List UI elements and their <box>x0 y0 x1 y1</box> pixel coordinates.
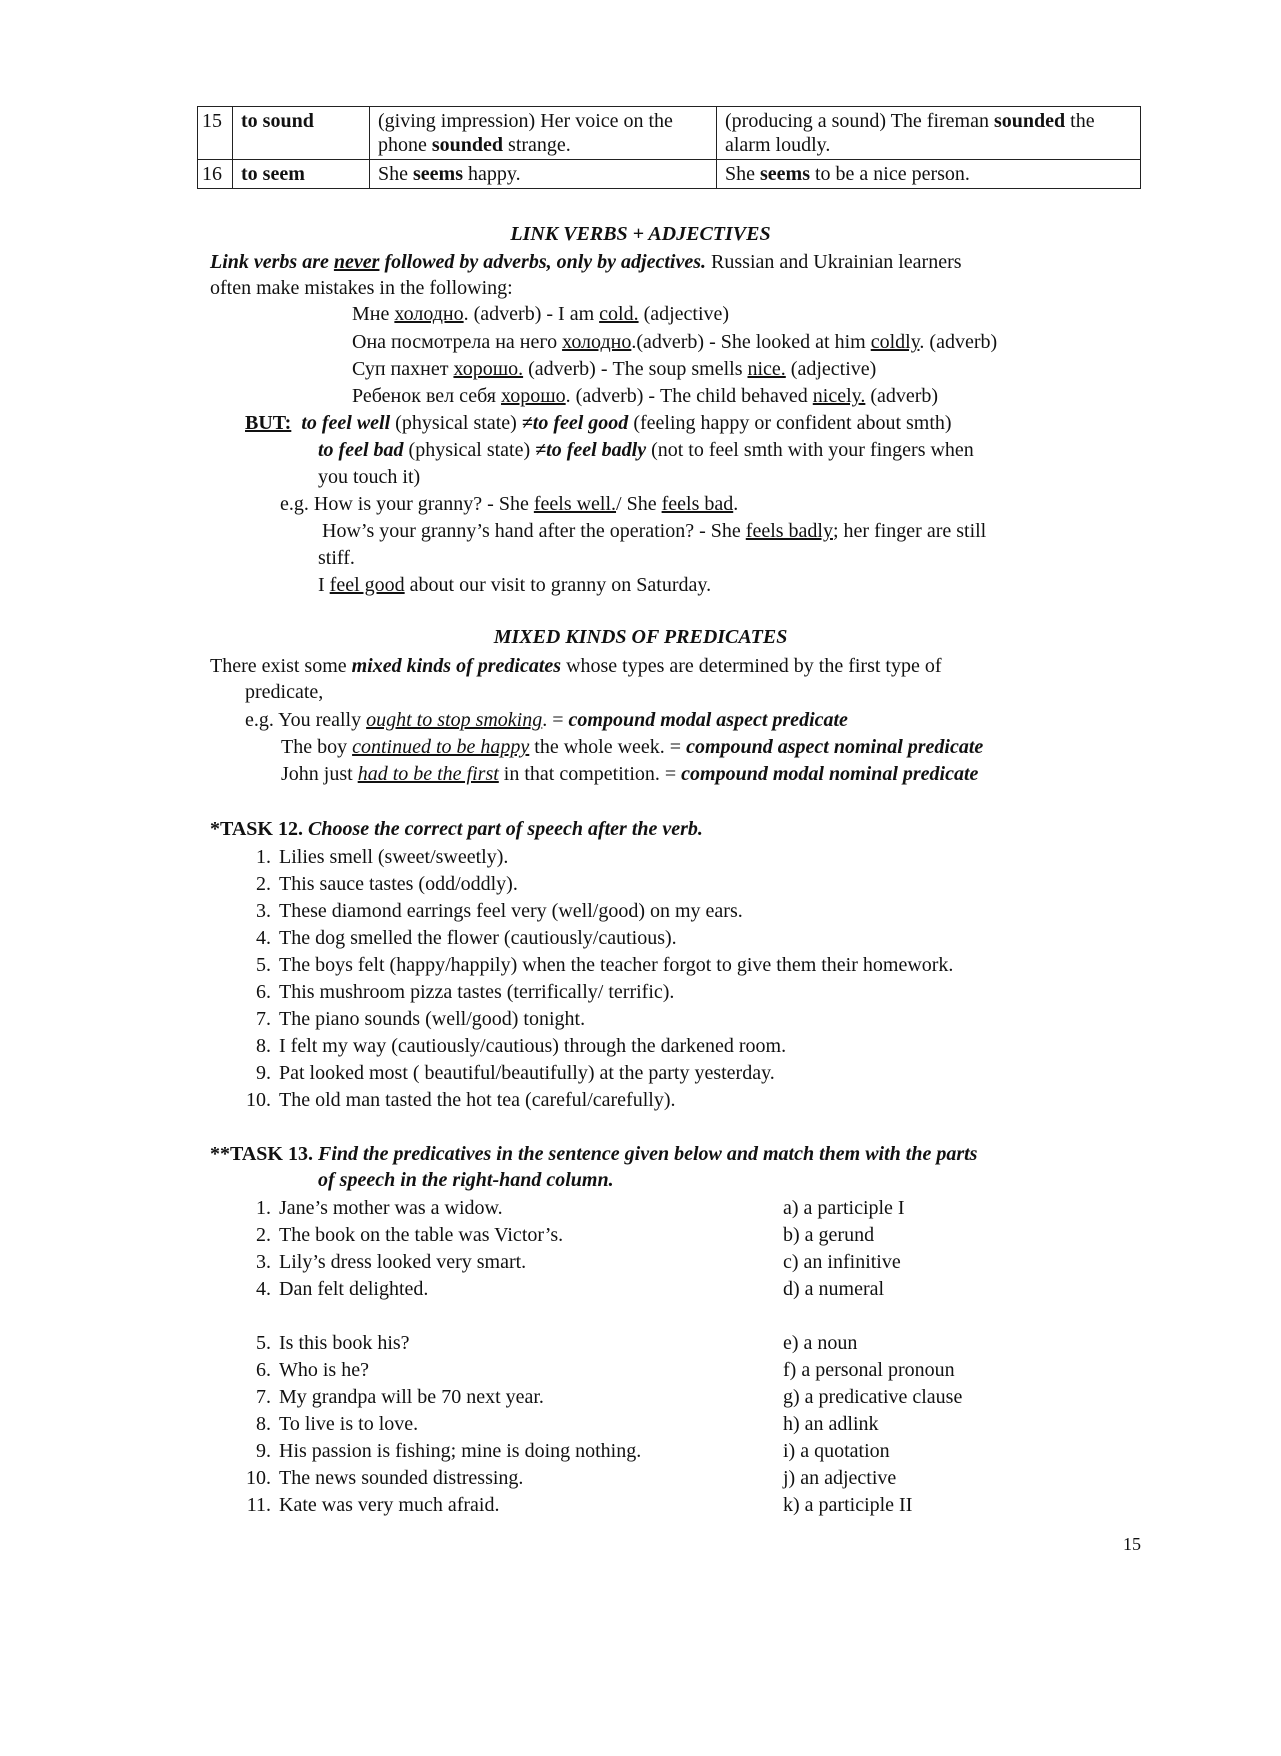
list-item <box>237 899 743 923</box>
example-line: Ребенок вел себя хорошо. (adverb) - The child behaved nicely. (adverb) <box>352 385 939 407</box>
item-number: 4. <box>256 927 271 949</box>
list-item <box>237 1061 775 1085</box>
list-item <box>237 1007 585 1031</box>
task13-heading: **TASK 13. Find the predicatives in the sentence given below and match them with the parts <box>210 1143 978 1165</box>
item-text: g) a predicative clause <box>783 1386 963 1408</box>
list-item <box>237 1439 641 1463</box>
list-item <box>237 845 508 869</box>
item-text: f) a personal pronoun <box>783 1359 955 1381</box>
list-item <box>237 953 953 977</box>
item-text: These diamond earrings feel very (well/good) on my ears. <box>279 900 743 922</box>
item-number: 2. <box>256 873 271 895</box>
option-item <box>783 1277 884 1301</box>
option-item <box>783 1493 912 1517</box>
item-number: 8. <box>256 1413 271 1435</box>
list-item <box>237 1034 786 1058</box>
item-text: Lily’s dress looked very smart. <box>279 1251 527 1273</box>
item-number: 7. <box>256 1386 271 1408</box>
example-line: Мне холодно. (adverb) - I am cold. (adjective) <box>352 303 730 325</box>
item-text: To live is to love. <box>279 1413 419 1435</box>
list-item <box>237 1277 428 1301</box>
list-item <box>237 1331 410 1355</box>
list-item <box>237 980 674 1004</box>
item-number: 3. <box>256 1251 271 1273</box>
item-text: The news sounded distressing. <box>279 1467 524 1489</box>
eg-line: How’s your granny’s hand after the operation? - She feels badly; her finger are still <box>322 520 987 542</box>
list-item <box>237 1412 418 1436</box>
link-verbs-rule: Link verbs are never followed by adverbs, only by adjectives. Russian and Ukrainian learners <box>210 251 962 273</box>
item-text: I felt my way (cautiously/cautious) through the darkened room. <box>279 1035 787 1057</box>
row-example-2: She seems to be a nice person. <box>717 160 1141 189</box>
item-text: The dog smelled the flower (cautiously/cautious). <box>279 927 677 949</box>
task13-heading-line2: of speech in the right-hand column. <box>318 1169 614 1191</box>
link-verbs-rule-line2: often make mistakes in the following: <box>210 277 513 299</box>
option-item <box>783 1439 890 1463</box>
row-verb: to seem <box>233 160 370 189</box>
option-item <box>783 1223 874 1247</box>
item-text: Lilies smell (sweet/sweetly). <box>279 846 509 868</box>
item-text: Kate was very much afraid. <box>279 1494 500 1516</box>
item-text: His passion is fishing; mine is doing nothing. <box>279 1440 642 1462</box>
option-item <box>783 1358 955 1382</box>
list-item <box>237 1088 675 1112</box>
row-example-1: (giving impression) Her voice on the phone sounded strange. <box>370 107 717 160</box>
list-item <box>237 926 677 950</box>
item-number: 9. <box>256 1062 271 1084</box>
but-line: BUT: to feel well (physical state) ≠to feel good (feeling happy or confident about smth) <box>245 412 952 434</box>
table-row <box>198 160 1141 189</box>
list-item <box>237 1385 544 1409</box>
row-number: 16 <box>198 160 233 189</box>
mixed-example: The boy continued to be happy the whole week. = compound aspect nominal predicate <box>281 736 984 758</box>
item-text: The book on the table was Victor’s. <box>279 1224 564 1246</box>
item-text: a) a participle I <box>783 1197 905 1219</box>
eg-line: I feel good about our visit to granny on Saturday. <box>318 574 712 596</box>
but-line: to feel bad (physical state) ≠to feel badly (not to feel smth with your fingers when <box>318 439 974 461</box>
item-text: c) an infinitive <box>783 1251 901 1273</box>
item-text: The boys felt (happy/happily) when the teacher forgot to give them their homework. <box>279 954 954 976</box>
item-text: k) a participle II <box>783 1494 913 1516</box>
item-text: This sauce tastes (odd/oddly). <box>279 873 518 895</box>
eg-line: e.g. How is your granny? - She feels well./ She feels bad. <box>280 493 739 515</box>
item-number: 1. <box>256 846 271 868</box>
verb-table <box>197 106 1141 189</box>
item-number: 9. <box>256 1440 271 1462</box>
item-number: 11. <box>246 1494 271 1516</box>
row-example-2: (producing a sound) The fireman sounded the alarm loudly. <box>717 107 1141 160</box>
item-text: i) a quotation <box>783 1440 890 1462</box>
link-verbs-heading: LINK VERBS + ADJECTIVES <box>510 223 771 245</box>
table-row <box>198 107 1141 160</box>
list-item <box>237 1223 563 1247</box>
option-item <box>783 1412 879 1436</box>
item-number: 10. <box>246 1089 271 1111</box>
item-number: 2. <box>256 1224 271 1246</box>
item-number: 5. <box>256 1332 271 1354</box>
item-number: 6. <box>256 1359 271 1381</box>
example-line: Она посмотрела на него холодно.(adverb) - She looked at him coldly. (adverb) <box>352 331 998 353</box>
mixed-heading: MIXED KINDS OF PREDICATES <box>493 626 788 648</box>
item-text: e) a noun <box>783 1332 858 1354</box>
mixed-example: e.g. You really ought to stop smoking. = compound modal aspect predicate <box>245 709 848 731</box>
mixed-example: John just had to be the first in that competition. = compound modal nominal predicate <box>281 763 979 785</box>
item-text: My grandpa will be 70 next year. <box>279 1386 544 1408</box>
row-verb: to sound <box>233 107 370 160</box>
list-item <box>237 1358 369 1382</box>
mixed-intro: There exist some mixed kinds of predicates whose types are determined by the first type of <box>210 655 942 677</box>
list-item <box>237 1493 499 1517</box>
item-text: j) an adjective <box>783 1467 897 1489</box>
item-text: Who is he? <box>279 1359 369 1381</box>
list-item <box>237 872 518 896</box>
list-item <box>237 1250 526 1274</box>
item-text: d) a numeral <box>783 1278 885 1300</box>
item-number: 1. <box>256 1197 271 1219</box>
task12-heading: *TASK 12. Choose the correct part of speech after the verb. <box>210 818 703 840</box>
item-text: b) a gerund <box>783 1224 875 1246</box>
item-text: Is this book his? <box>279 1332 410 1354</box>
list-item <box>237 1466 523 1490</box>
option-item <box>783 1466 896 1490</box>
item-text: This mushroom pizza tastes (terrifically/ terrific). <box>279 981 675 1003</box>
item-text: Pat looked most ( beautiful/beautifully) at the party yesterday. <box>279 1062 775 1084</box>
item-text: The old man tasted the hot tea (careful/carefully). <box>279 1089 676 1111</box>
row-number: 15 <box>198 107 233 160</box>
eg-line-2: stiff. <box>318 547 355 569</box>
item-number: 6. <box>256 981 271 1003</box>
item-text: Jane’s mother was a widow. <box>279 1197 503 1219</box>
item-text: h) an adlink <box>783 1413 879 1435</box>
item-number: 8. <box>256 1035 271 1057</box>
option-item <box>783 1250 901 1274</box>
item-number: 3. <box>256 900 271 922</box>
item-number: 4. <box>256 1278 271 1300</box>
option-item <box>783 1196 905 1220</box>
item-text: The piano sounds (well/good) tonight. <box>279 1008 586 1030</box>
row-example-1: She seems happy. <box>370 160 717 189</box>
mixed-intro-line2: predicate, <box>245 681 324 703</box>
but-line-2: you touch it) <box>318 466 421 488</box>
item-text: Dan felt delighted. <box>279 1278 429 1300</box>
page-number: 15 <box>1123 1534 1141 1554</box>
list-item <box>237 1196 503 1220</box>
option-item <box>783 1385 962 1409</box>
example-line: Суп пахнет хорошо. (adverb) - The soup smells nice. (adjective) <box>352 358 877 380</box>
item-number: 7. <box>256 1008 271 1030</box>
option-item <box>783 1331 857 1355</box>
item-number: 5. <box>256 954 271 976</box>
item-number: 10. <box>246 1467 271 1489</box>
